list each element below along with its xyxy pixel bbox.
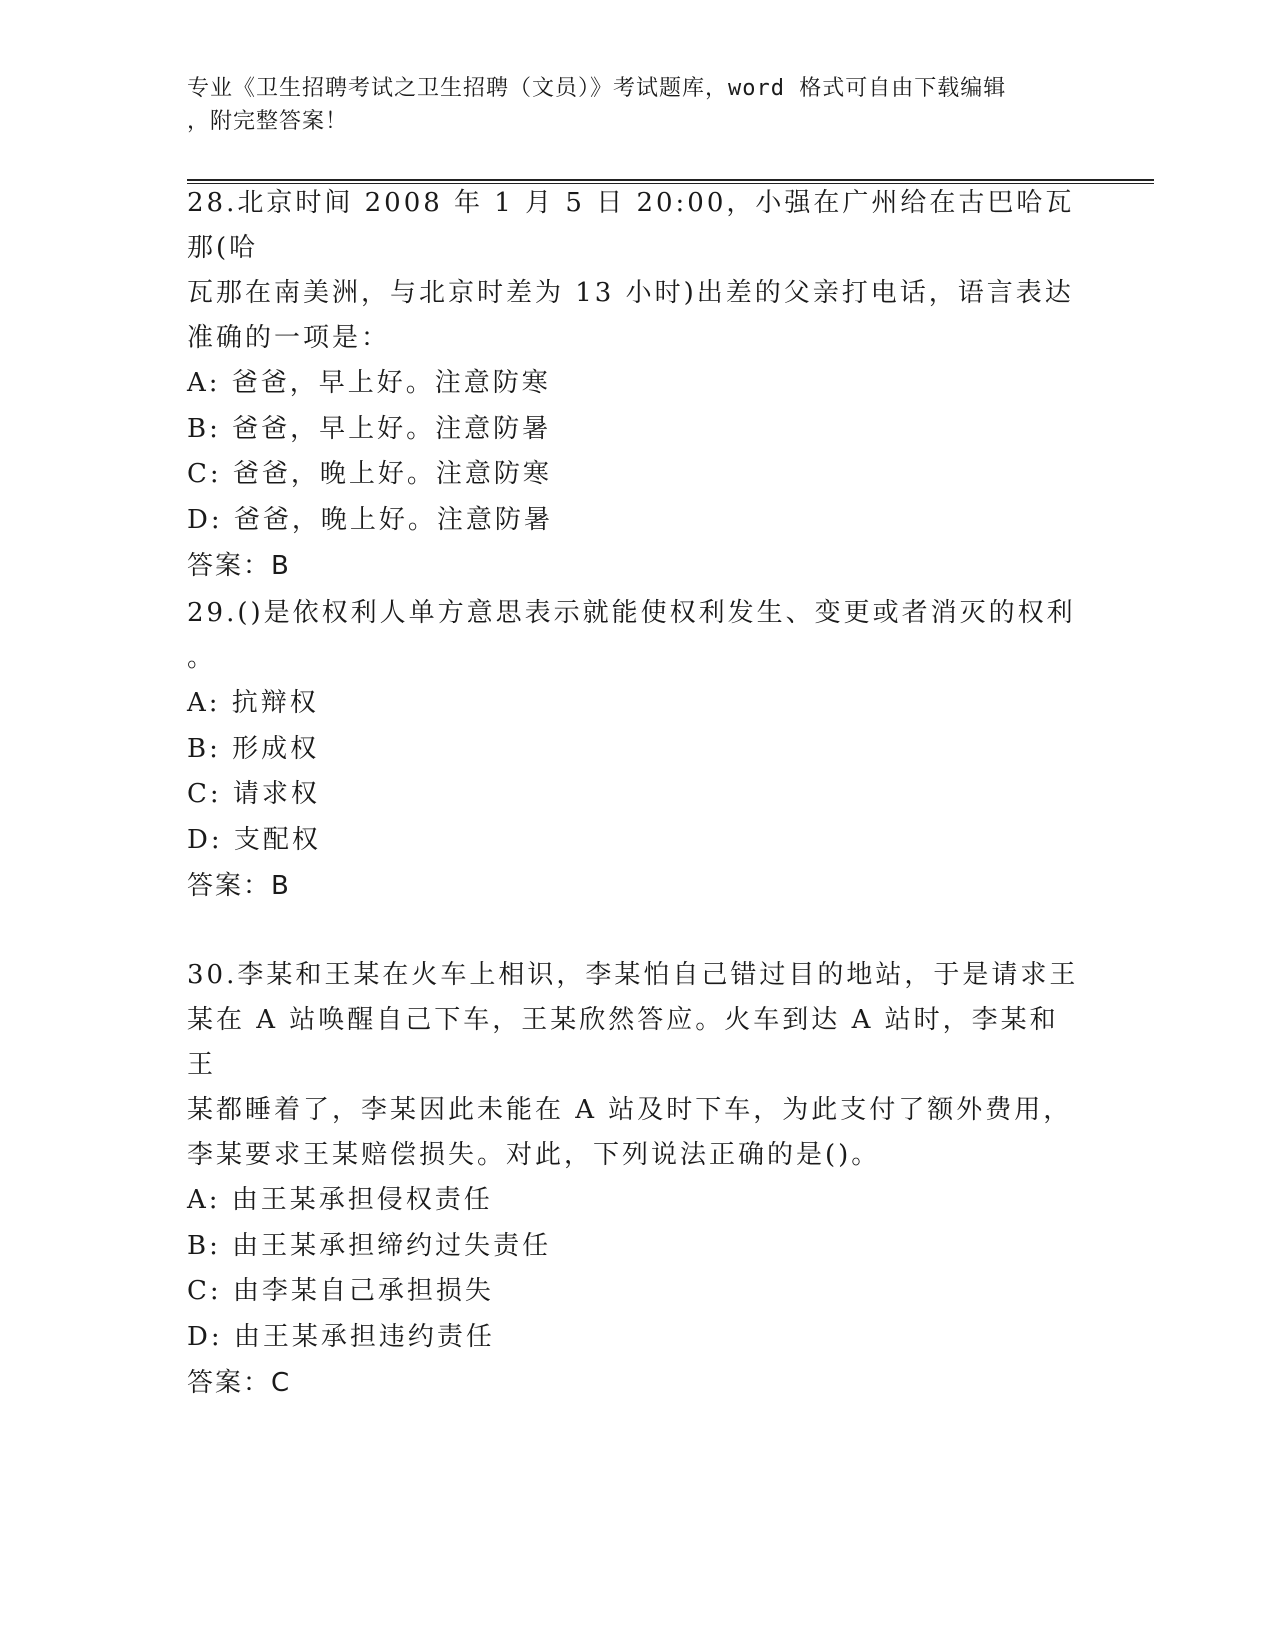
option-a: A: 由王某承担侵权责任 <box>187 1185 493 1215</box>
question-stem-line: 29.()是依权利人单方意思表示就能使权利发生、变更或者消灭的权利 <box>187 598 1076 628</box>
question-28 <box>187 181 1087 589</box>
answer: 答案：B <box>187 871 291 901</box>
option-c: C: 爸爸，晚上好。注意防寒 <box>187 459 552 489</box>
question-29 <box>187 591 1087 909</box>
option-d: D: 爸爸，晚上好。注意防暑 <box>187 504 553 535</box>
option-c: C: 由李某自己承担损失 <box>187 1276 494 1306</box>
question-stem-line: 某在 A 站唤醒自己下车，王某欣然答应。火车到达 A 站时，李某和王 <box>187 1005 1059 1080</box>
question-stem-line: 28.北京时间 2008 年 1 月 5 日 20:00，小强在广州给在古巴哈瓦那(哈 <box>187 188 1075 263</box>
option-b: B: 由王某承担缔约过失责任 <box>187 1230 552 1261</box>
header-line-2: ，附完整答案！ <box>187 109 349 134</box>
option-b: B: 爸爸，早上好。注意防暑 <box>187 413 552 444</box>
question-stem-line: 30.李某和王某在火车上相识，李某怕自己错过目的地站，于是请求王 <box>187 960 1079 990</box>
document-header <box>187 72 1067 138</box>
question-stem-line: 。 <box>187 643 217 673</box>
option-a: A: 抗辩权 <box>187 688 319 718</box>
answer: 答案：C <box>187 1368 292 1398</box>
question-stem-line: 某都睡着了，李某因此未能在 A 站及时下车，为此支付了额外费用， <box>187 1095 1073 1125</box>
option-c: C: 请求权 <box>187 779 320 809</box>
answer: 答案：B <box>187 551 291 581</box>
option-d: D: 支配权 <box>187 824 321 855</box>
option-a: A: 爸爸，早上好。注意防寒 <box>187 368 551 398</box>
header-line-1: 专业《卫生招聘考试之卫生招聘（文员）》考试题库，word 格式可自由下载编辑 <box>187 76 1007 101</box>
option-d: D: 由王某承担违约责任 <box>187 1321 495 1352</box>
question-30 <box>187 953 1087 1406</box>
question-stem-line: 准确的一项是： <box>187 323 391 353</box>
question-stem-line: 李某要求王某赔偿损失。对此，下列说法正确的是()。 <box>187 1140 881 1170</box>
option-b: B: 形成权 <box>187 733 320 764</box>
question-stem-line: 瓦那在南美洲，与北京时差为 13 小时)出差的父亲打电话，语言表达 <box>187 278 1074 308</box>
